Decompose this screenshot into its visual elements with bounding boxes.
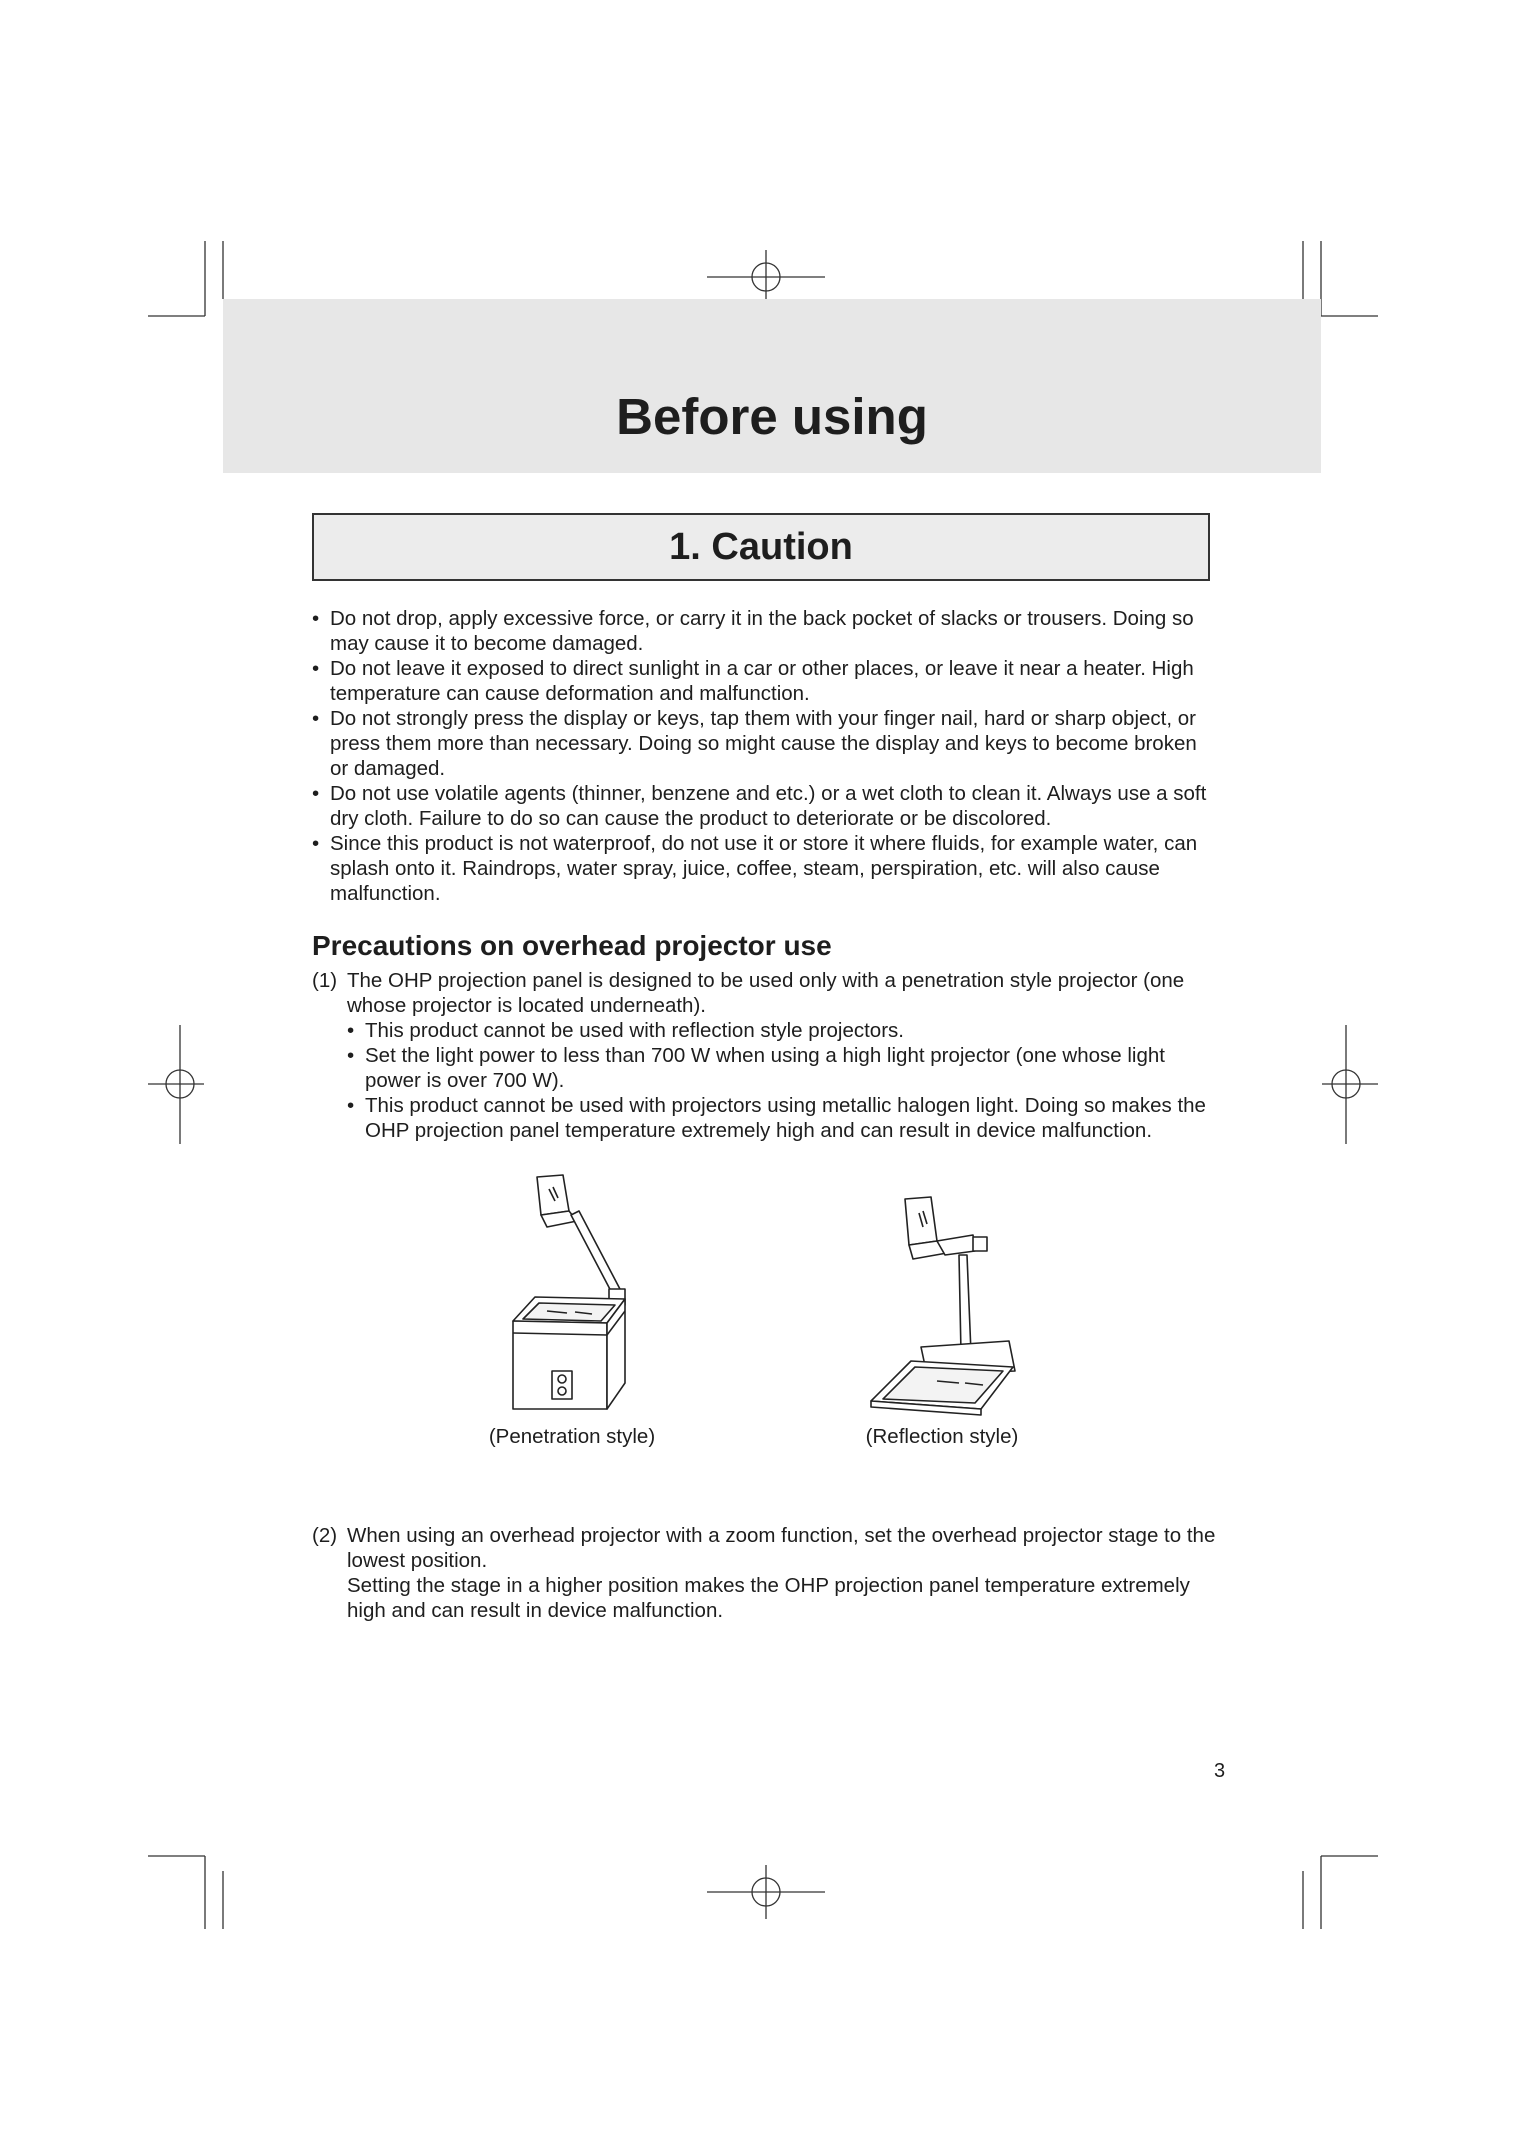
caution-item: • Since this product is not waterproof, do not use it or store it where fluids, for example water, can splash onto it. Raindrops, water spray, juice, coffee, steam, perspiration, etc. will also cause malfunction.: [312, 831, 1217, 906]
item-number: (1): [312, 969, 338, 992]
caution-item: • Do not use volatile agents (thinner, benzene and etc.) or a wet cloth to clean it. Always use a soft dry cloth. Failure to do so can cause the product to deteriorate or be discolored.: [312, 781, 1217, 831]
caution-item: • Do not strongly press the display or keys, tap them with your finger nail, hard or sharp object, or press them more than necessary. Doing so might cause the display and keys to become broken or damaged.: [312, 706, 1217, 781]
reflection-caption: (Reflection style): [865, 1425, 1019, 1448]
item-number: (2): [312, 1524, 338, 1547]
chapter-header: [223, 299, 1321, 473]
item-text: When using an overhead projector with a zoom function, set the overhead projector stage to the lowest position.: [347, 1524, 1216, 1572]
section-heading-box: [312, 513, 1210, 581]
penetration-projector-illustration: [497, 1171, 647, 1416]
item-text-continued: Setting the stage in a higher position makes the OHP projection panel temperature extremely high and can result in device malfunction.: [347, 1574, 1190, 1622]
section-title: 1. Caution: [669, 526, 853, 568]
item-text: The OHP projection panel is designed to be used only with a penetration style projector (one whose projector is located underneath).: [347, 969, 1185, 1017]
caution-item: • Do not leave it exposed to direct sunlight in a car or other places, or leave it near a heater. High temperature can cause deformation and malfunction.: [312, 656, 1217, 706]
penetration-figure: [462, 1171, 682, 1449]
chapter-title: Before using: [616, 388, 928, 445]
page-number: 3: [1214, 1760, 1226, 1782]
page-content: [312, 606, 1217, 1623]
item-1-bullet: • This product cannot be used with reflection style projectors.: [347, 1018, 1217, 1043]
reflection-figure: [832, 1171, 1052, 1449]
precaution-item-1: [312, 968, 1217, 1143]
projector-figures: [312, 1171, 1217, 1481]
reflection-projector-illustration: [857, 1171, 1027, 1416]
precaution-item-2: [312, 1523, 1217, 1623]
precautions-heading: Precautions on overhead projector use: [312, 930, 832, 961]
item-1-bullet: • This product cannot be used with projectors using metallic halogen light. Doing so makes the OHP projection panel temperature extremely high and can result in device malfunction.: [347, 1093, 1217, 1143]
item-1-bullet: • Set the light power to less than 700 W when using a high light projector (one whose light power is over 700 W).: [347, 1043, 1217, 1093]
penetration-caption: (Penetration style): [488, 1425, 656, 1448]
caution-item: • Do not drop, apply excessive force, or carry it in the back pocket of slacks or trousers. Doing so may cause it to become damaged.: [312, 606, 1217, 656]
item-1-bullets: [347, 1018, 1217, 1143]
caution-list: [312, 606, 1217, 906]
